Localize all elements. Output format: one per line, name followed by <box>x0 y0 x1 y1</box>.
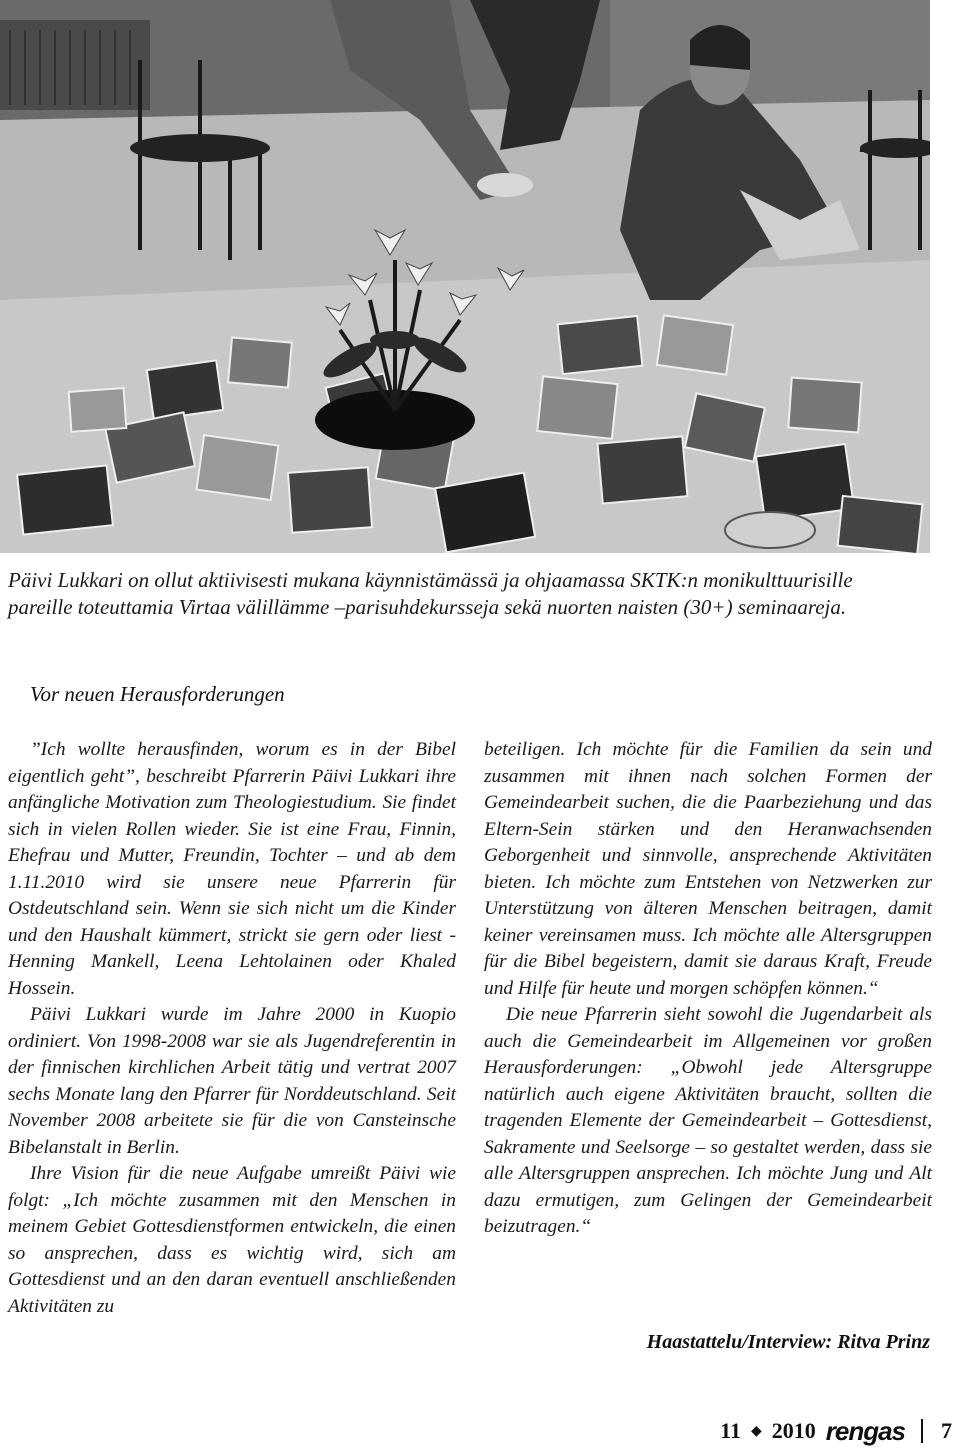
paragraph: Ihre Vision für die neue Aufgabe umreißt Päivi wie folgt: „Ich möchte zusammen mit den Menschen in meinem Gebiet Gottesdienstformen entwickeln, die einen so ansprechen, dass es wichtig wird, sich am Gottesdienst und an den daran eventuell anschließenden Aktivitäten zu <box>8 1163 456 1317</box>
magazine-logo: rengas <box>825 1415 905 1446</box>
interview-credit: Haastattelu/Interview: Ritva Prinz <box>646 1331 930 1353</box>
paragraph: Die neue Pfarrerin sieht sowohl die Jugendarbeit als auch die Gemeindearbeit im Allgemeinen vor großen Herausforderungen: „Obwohl jede Altersgruppe natürlich auch eigene Aktivitäten braucht, sollten die tragenden Elemente der Gemeindearbeit – Gottesdienst, Sakramente und Seelsorge – so gestaltet werden, dass sie alle Altersgruppen ansprechen. Ich möchte Jung und Alt dazu ermutigen, zum Gelingen der Gemeindearbeit beizutragen.“ <box>484 1004 932 1237</box>
article-photo <box>0 0 930 553</box>
paragraph: beteiligen. Ich möchte für die Familien da sein und zusammen mit ihnen nach solchen Formen der Gemeindearbeit suchen, die die Paarbeziehung und das Eltern-Sein stärken und den Heranwachsenden Geborgenheit und sinnvolle, ansprechende Aktivitäten bieten. Ich möchte zum Entstehen von Netzwerken zur Unterstützung von älteren Menschen beitragen, damit keiner vereinsamen muss. Ich möchte alle Altersgruppen für die Bibel begeistern, damit sie daraus Kraft, Freude und Hilfe für heute und morgen schöpfen können.“ <box>484 739 932 999</box>
page-number: 7 <box>941 1418 952 1443</box>
page-footer <box>720 1415 952 1446</box>
article-column-right <box>484 737 932 1241</box>
diamond-icon: ◆ <box>750 1423 762 1439</box>
issue-year: 2010 <box>771 1418 816 1443</box>
article-heading: Vor neuen Herausforderungen <box>30 682 285 706</box>
photo-caption <box>8 567 933 621</box>
paragraph: Päivi Lukkari wurde im Jahre 2000 in Kuopio ordiniert. Von 1998-2008 war sie als Jugendreferentin in der finnischen kirchlichen Arbeit tätig und vertrat 2007 sechs Monate lang den Pfarrer für Norddeutschland. Seit November 2008 arbeitete sie für die von Cansteinsche Bibelanstalt in Berlin. <box>8 1004 456 1158</box>
photo-illustration <box>0 0 930 553</box>
article-column-left <box>8 737 456 1320</box>
caption-line-2: pareille toteuttamia Virtaa välillämme –parisuhdekursseja sekä nuorten naisten (30+) seminaareja. <box>8 595 847 619</box>
paragraph: ”Ich wollte herausfinden, worum es in der Bibel eigentlich geht”, beschreibt Pfarrerin Päivi Lukkari ihre anfängliche Motivation zum Theologiestudium. Sie findet sich in vielen Rollen wieder. Sie ist eine Frau, Finnin, Ehefrau und Mutter, Freundin, Tochter – und ab dem 1.11.2010 wird sie unsere neue Pfarrerin für Ostdeutschland sein. Wenn sie sich nicht um die Kinder und den Haushalt kümmert, strickt sie gern oder liest - Henning Mankell, Leena Lehtolainen oder Khaled Hossein. <box>8 739 456 999</box>
footer-divider <box>921 1419 923 1443</box>
issue-number: 11 <box>720 1418 741 1443</box>
caption-line-1: Päivi Lukkari on ollut aktiivisesti mukana käynnistämässä ja ohjaamassa SKTK:n monikulttuurisille <box>8 568 853 592</box>
